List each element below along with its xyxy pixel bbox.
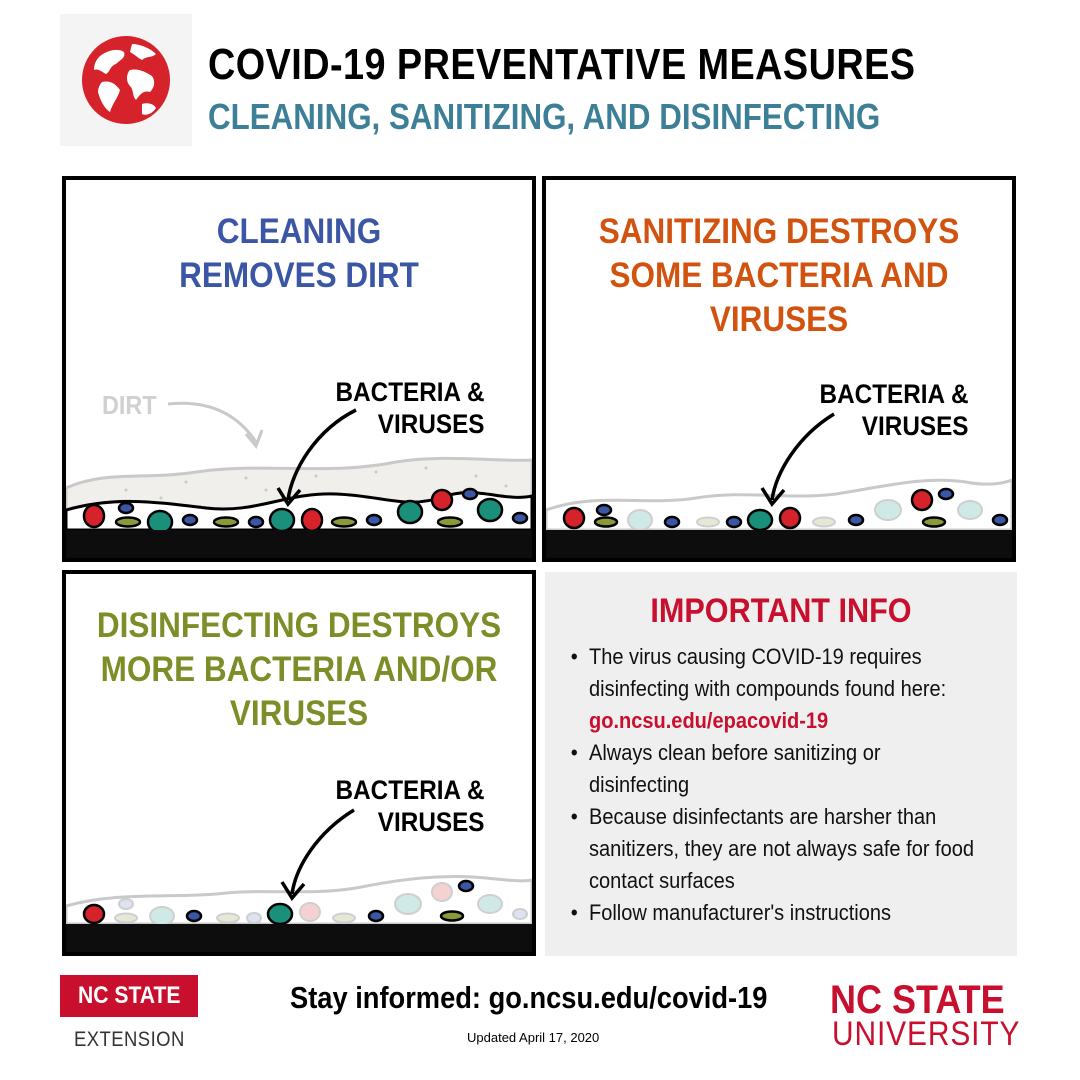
germs-label: BACTERIA & VIRUSES — [335, 775, 484, 837]
surface — [66, 530, 532, 558]
germ — [432, 883, 452, 901]
germ — [249, 517, 263, 527]
germ — [395, 894, 421, 914]
surface — [66, 924, 532, 952]
germ — [727, 517, 741, 527]
germ — [214, 518, 238, 527]
cleaning-panel — [62, 176, 536, 562]
epa-link[interactable]: go.ncsu.edu/epacovid-19 — [589, 708, 829, 733]
germ — [84, 905, 104, 923]
germ — [300, 903, 320, 921]
germ — [939, 489, 953, 499]
germ — [478, 895, 502, 913]
germ — [247, 913, 261, 923]
germ — [665, 517, 679, 527]
germ — [367, 515, 381, 525]
germ — [432, 490, 452, 510]
germ — [398, 501, 422, 523]
germ — [268, 904, 292, 924]
germ — [875, 500, 901, 520]
germ — [150, 907, 174, 925]
page-subtitle: CLEANING, SANITIZING, AND DISINFECTING — [208, 96, 881, 137]
germ — [302, 509, 322, 531]
important-info-box — [545, 572, 1017, 956]
germ — [780, 508, 800, 528]
germ — [923, 518, 945, 527]
germ — [332, 518, 356, 527]
sanitizing-title: SANITIZING DESTROYS SOME BACTERIA AND VIRUSES — [598, 212, 960, 339]
germ — [597, 505, 611, 515]
germ — [912, 490, 932, 510]
germ — [217, 914, 239, 923]
info-bullet: • Follow manufacturer's instructions — [589, 897, 986, 929]
germ — [183, 515, 197, 525]
globe-icon — [80, 34, 172, 126]
germ — [463, 489, 477, 499]
germ — [595, 518, 617, 527]
germ — [115, 914, 137, 923]
germ — [148, 511, 172, 533]
germ — [438, 518, 462, 527]
surface — [546, 530, 1012, 558]
germ — [478, 499, 502, 521]
nc-state-extension-logo: NC STATE — [60, 975, 198, 1017]
germ — [513, 513, 527, 523]
info-list — [569, 641, 993, 929]
germ — [849, 515, 863, 525]
germ — [564, 508, 584, 528]
university-sub: UNIVERSITY — [832, 1015, 1021, 1053]
germ — [119, 503, 133, 513]
germ — [187, 911, 201, 921]
stay-informed-text: Stay informed: go.ncsu.edu/covid-19 — [290, 980, 768, 1015]
info-bullet: • The virus causing COVID-19 requires disinfecting with compounds found here: go.ncsu.edu/epacovid-19 — [589, 641, 986, 737]
germ — [441, 912, 463, 921]
germ — [459, 881, 473, 891]
germ — [369, 911, 383, 921]
germ — [628, 510, 652, 530]
info-bullet: • Always clean before sanitizing or disinfecting — [589, 737, 986, 801]
germ — [513, 909, 527, 919]
germ — [993, 515, 1007, 525]
germ — [813, 518, 835, 527]
germs-label: BACTERIA & VIRUSES — [819, 379, 968, 441]
germ — [748, 510, 772, 530]
info-bullet: • Because disinfectants are harsher than sanitizers, they are not always safe for food contact surfaces — [589, 801, 986, 897]
extension-label: EXTENSION — [74, 1028, 185, 1051]
germ — [958, 501, 982, 519]
germ — [270, 509, 294, 531]
germ — [84, 505, 104, 527]
germ — [119, 899, 133, 909]
dirt-label: DIRT — [102, 390, 157, 420]
germ — [333, 914, 355, 923]
updated-date: Updated April 17, 2020 — [467, 1030, 600, 1045]
disinfecting-title: DISINFECTING DESTROYS MORE BACTERIA AND/OR VIRUSES — [96, 606, 502, 733]
germ — [116, 518, 140, 527]
cleaning-title: CLEANING REMOVES DIRT — [179, 212, 419, 295]
info-title: IMPORTANT INFO — [650, 592, 912, 630]
logo-box — [60, 14, 192, 146]
sanitizing-panel — [542, 176, 1016, 562]
disinfecting-panel — [62, 570, 536, 956]
page-title: COVID-19 PREVENTATIVE MEASURES — [208, 40, 916, 89]
germ — [697, 518, 719, 527]
university-name: NC STATE — [830, 978, 1005, 1022]
germs-label: BACTERIA & VIRUSES — [335, 377, 484, 439]
